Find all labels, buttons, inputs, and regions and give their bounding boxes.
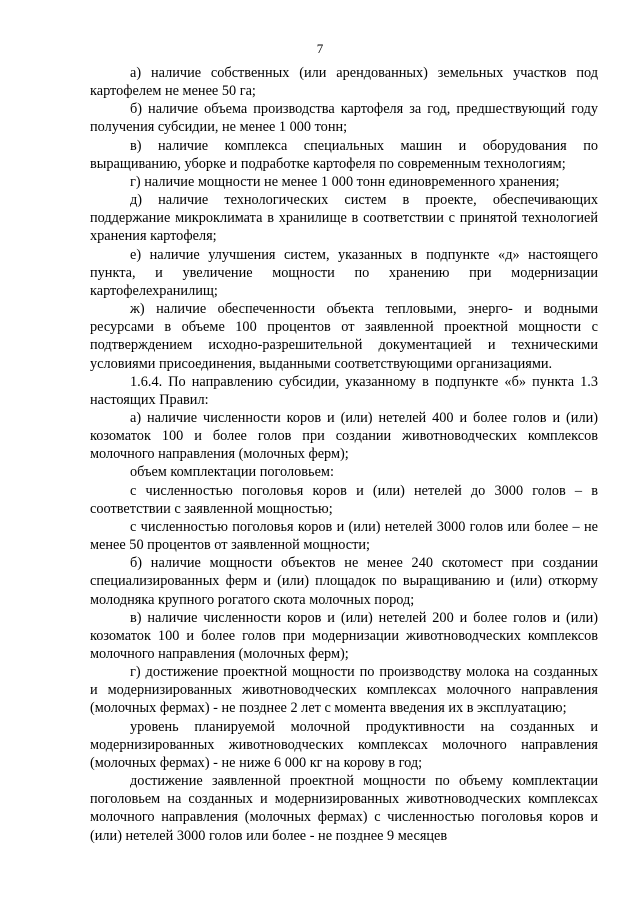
page-number: 7 [316,41,324,56]
paragraph-modernization-cattle-v: в) наличие численности коров и (или) нетелей 200 и более голов и (или) козоматок 100 и более голов при модернизации животноводческих комплексов молочного направления (молочных ферм); [90,609,598,662]
paragraph-cattle-count-a: а) наличие численности коров и (или) нетелей 400 и более голов и (или) козоматок 100 и более голов при создании животноводческих комплексов молочного направления (молочных ферм); [90,409,598,463]
paragraph-utilities-zh: ж) наличие обеспеченности объекта тепловыми, энерго- и водными ресурсами в объеме 100 процентов от заявленной проектной мощности с подтверждением исходно-разрешительной документацией и техническими условиями присоединения, выданными соответствующими организациями. [90,301,598,372]
paragraph-milk-capacity-g: г) достижение проектной мощности по производству молока на созданных и модернизированных животноводческих комплексах молочного направления (молочных фермах) - не позднее 2 лет с момента введения их в эксплуатацию; [90,664,598,717]
paragraph-potato-volume-b: б) наличие объема производства картофеля за год, предшествующий году получения субсидии, не менее 1 000 тонн; [90,101,598,136]
paragraph-cattle-places-b: б) наличие мощности объектов не менее 240 скотомест при создании специализированных ферм и (или) площадок по выращиванию и (или) откорму молодняка крупного рогатого скота молочных пород; [90,555,598,608]
paragraph-microclimate-d: д) наличие технологических систем в проекте, обеспечивающих поддержание микроклимата в хранилище в соответствии с принятой технологией хранения картофеля; [90,192,598,245]
document-body [90,64,598,845]
paragraph-modernization-e: е) наличие улучшения систем, указанных в подпункте «д» настоящего пункта, и увеличение мощности по хранению при модернизации картофелехранилищ; [90,246,598,299]
paragraph-herd-over-3000: с численностью поголовья коров и (или) нетелей 3000 голов или более – не менее 50 процентов от заявленной мощности; [90,518,598,554]
paragraph-potato-land-a: а) наличие собственных (или арендованных) земельных участков под картофелем не менее 50 га; [90,65,598,100]
paragraph-storage-capacity-g: г) наличие мощности не менее 1 000 тонн единовременного хранения; [130,173,560,190]
paragraph-herd-capacity-deadline: достижение заявленной проектной мощности по объему комплектации поголовьем на созданных и модернизированных животноводческих комплексах молочного направления (молочных фермах) с численностью поголовья коров и (или) нетелей 3000 голов или более - не позднее 9 месяцев [90,773,598,844]
paragraph-potato-machinery-v: в) наличие комплекса специальных машин и оборудования по выращиванию, уборке и подработке картофеля по современным технологиям; [90,137,598,172]
paragraph-section-1-6-4: 1.6.4. По направлению субсидии, указанному в подпункте «б» пункта 1.3 настоящих Правил: [90,373,598,408]
paragraph-milk-productivity: уровень планируемой молочной продуктивности на созданных и модернизированных животноводческих комплексах молочного направления (молочных фермах) - не ниже 6 000 кг на корову в год; [90,718,598,771]
paragraph-herd-under-3000: с численностью поголовья коров и (или) нетелей до 3000 голов – в соответствии с заявленной мощностью; [90,482,598,517]
paragraph-herd-volume: объем комплектации поголовьем: [130,464,334,481]
